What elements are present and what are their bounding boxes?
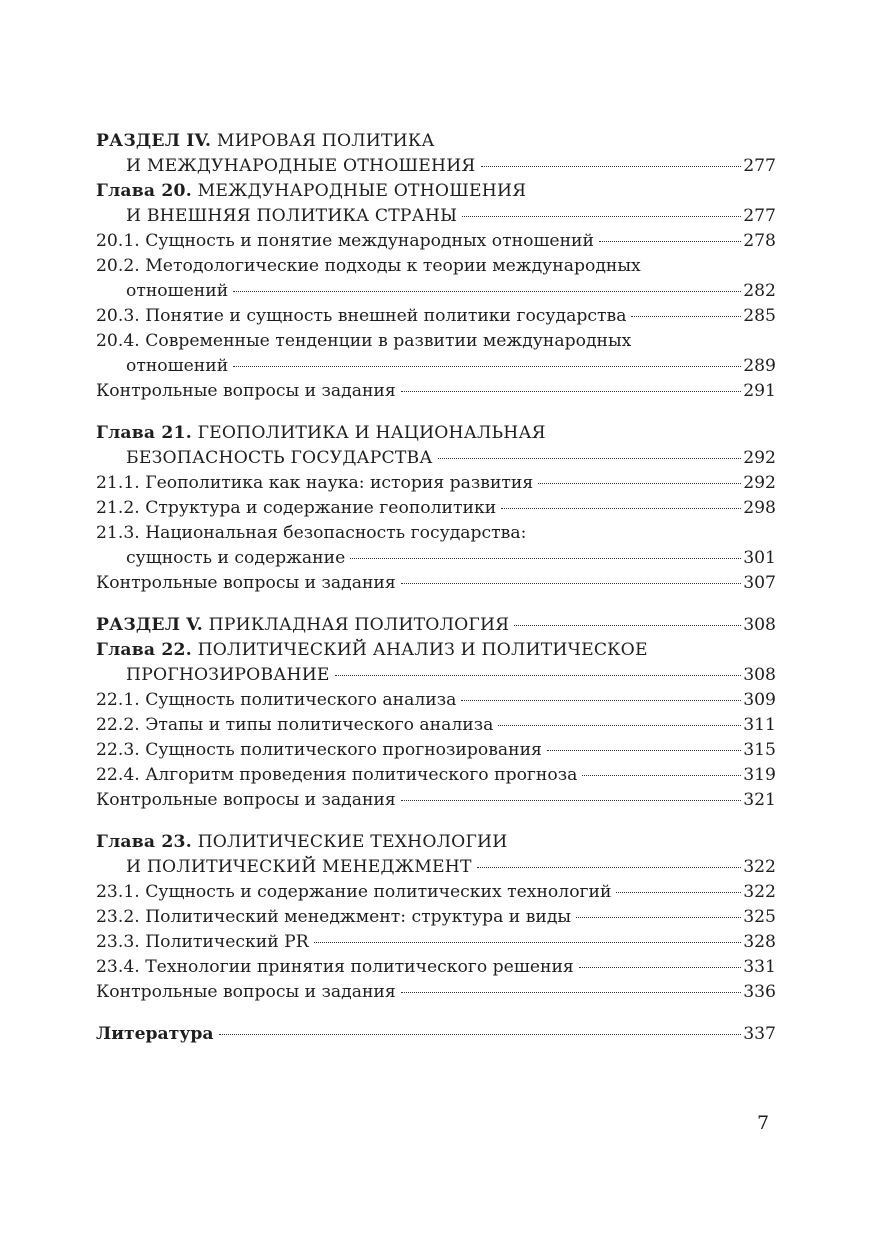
leader-dots (599, 241, 741, 242)
page-ref: 292 (743, 473, 776, 493)
entry-title: Контрольные вопросы и задания (96, 982, 396, 1002)
leader-dots (631, 316, 741, 317)
page-ref: 289 (743, 356, 776, 376)
leader-dots (461, 700, 741, 701)
page-ref: 285 (743, 306, 776, 326)
toc-entry-20-1[interactable] (96, 229, 776, 254)
toc-entry-23-1[interactable] (96, 880, 776, 905)
toc-block-literature (96, 1022, 776, 1047)
leader-dots (233, 291, 741, 292)
leader-dots (501, 508, 741, 509)
chapter-title-line1: ПОЛИТИЧЕСКИЙ АНАЛИЗ И ПОЛИТИЧЕСКОЕ (197, 640, 648, 660)
entry-title: Контрольные вопросы и задания (96, 573, 396, 593)
leader-dots (616, 892, 741, 893)
entry-title: Литература (96, 1024, 214, 1044)
leader-dots (462, 216, 741, 217)
page-ref: 321 (743, 790, 776, 810)
page-ref: 308 (743, 615, 776, 635)
toc-block-section5-ch22 (96, 613, 776, 813)
chapter-title-line1: ГЕОПОЛИТИКА И НАЦИОНАЛЬНАЯ (197, 423, 546, 443)
page-ref: 309 (743, 690, 776, 710)
page-ref: 277 (743, 156, 776, 176)
section-title-line2: И МЕЖДУНАРОДНЫЕ ОТНОШЕНИЯ (126, 156, 476, 176)
page-ref: 336 (743, 982, 776, 1002)
page-number: 7 (757, 1112, 770, 1134)
entry-title: 21.2. Структура и содержание геополитики (96, 498, 497, 518)
section-title-line1: МИРОВАЯ ПОЛИТИКА (216, 131, 435, 151)
leader-dots (219, 1034, 742, 1035)
toc-entry-20-3[interactable] (96, 304, 776, 329)
page-ref: 278 (743, 231, 776, 251)
chapter-title-line1: ПОЛИТИЧЕСКИЕ ТЕХНОЛОГИИ (197, 832, 508, 852)
chapter-label: Глава 20. (96, 181, 192, 201)
page-ref: 282 (743, 281, 776, 301)
entry-title: 22.4. Алгоритм проведения политического прогноза (96, 765, 578, 785)
page-ref: 322 (743, 882, 776, 902)
leader-dots (401, 391, 741, 392)
toc-chapter-23[interactable] (96, 830, 776, 880)
page-ref: 307 (743, 573, 776, 593)
leader-dots (335, 675, 742, 676)
chapter-label: Глава 21. (96, 423, 192, 443)
leader-dots (538, 483, 741, 484)
chapter-label: Глава 22. (96, 640, 192, 660)
leader-dots (576, 917, 741, 918)
toc-entry-21-3[interactable] (96, 521, 776, 571)
toc-entry-literature[interactable] (96, 1022, 776, 1047)
toc-chapter-21[interactable] (96, 421, 776, 471)
toc-entry-23-3[interactable] (96, 930, 776, 955)
leader-dots (514, 625, 741, 626)
entry-title-line2: отношений (126, 281, 229, 301)
toc-block-ch23 (96, 830, 776, 1005)
page-ref: 322 (743, 857, 776, 877)
page-ref: 311 (743, 715, 776, 735)
page-ref: 328 (743, 932, 776, 952)
entry-title: 22.1. Сущность политического анализа (96, 690, 457, 710)
toc-entry-20-questions[interactable] (96, 379, 776, 404)
page-ref: 308 (743, 665, 776, 685)
toc-entry-21-2[interactable] (96, 496, 776, 521)
entry-title-line2: сущность и содержание (126, 548, 346, 568)
section-label: РАЗДЕЛ IV. (96, 131, 212, 151)
entry-title: 21.1. Геополитика как наука: история развития (96, 473, 534, 493)
leader-dots (233, 366, 741, 367)
toc-entry-22-1[interactable] (96, 688, 776, 713)
toc-entry-22-questions[interactable] (96, 788, 776, 813)
entry-title: 20.3. Понятие и сущность внешней политики государства (96, 306, 627, 326)
chapter-label: Глава 23. (96, 832, 192, 852)
page-ref: 291 (743, 381, 776, 401)
toc-chapter-22[interactable] (96, 638, 776, 688)
leader-dots (401, 583, 741, 584)
leader-dots (401, 992, 741, 993)
entry-title: 23.4. Технологии принятия политического решения (96, 957, 574, 977)
leader-dots (350, 558, 741, 559)
chapter-title-line2: И ПОЛИТИЧЕСКИЙ МЕНЕДЖМЕНТ (126, 857, 472, 877)
section-label: РАЗДЕЛ V. (96, 615, 203, 635)
page-ref: 301 (743, 548, 776, 568)
page-ref: 277 (743, 206, 776, 226)
leader-dots (498, 725, 741, 726)
page-ref: 325 (743, 907, 776, 927)
toc-chapter-20[interactable] (96, 179, 776, 229)
toc-block-section4-ch20 (96, 129, 776, 404)
chapter-title-line1: МЕЖДУНАРОДНЫЕ ОТНОШЕНИЯ (197, 181, 527, 201)
entry-title: 20.1. Сущность и понятие международных отношений (96, 231, 594, 251)
chapter-title-line2: БЕЗОПАСНОСТЬ ГОСУДАРСТВА (126, 448, 433, 468)
toc-entry-23-2[interactable] (96, 905, 776, 930)
chapter-title-line2: ПРОГНОЗИРОВАНИЕ (126, 665, 330, 685)
toc-entry-21-1[interactable] (96, 471, 776, 496)
toc-entry-23-4[interactable] (96, 955, 776, 980)
table-of-contents (96, 129, 776, 1064)
toc-entry-22-2[interactable] (96, 713, 776, 738)
leader-dots (582, 775, 741, 776)
entry-title: Контрольные вопросы и задания (96, 381, 396, 401)
chapter-title-line2: И ВНЕШНЯЯ ПОЛИТИКА СТРАНЫ (126, 206, 458, 226)
page-ref: 337 (743, 1024, 776, 1044)
leader-dots (401, 800, 741, 801)
toc-section-v[interactable] (96, 613, 776, 638)
page-ref: 292 (743, 448, 776, 468)
entry-title-line2: отношений (126, 356, 229, 376)
entry-title-line1: 21.3. Национальная безопасность государства: (96, 523, 527, 543)
page-ref: 331 (743, 957, 776, 977)
leader-dots (481, 166, 742, 167)
toc-entry-23-questions[interactable] (96, 980, 776, 1005)
entry-title-line1: 20.2. Методологические подходы к теории международных (96, 256, 641, 276)
toc-block-ch21 (96, 421, 776, 596)
entry-title: 22.2. Этапы и типы политического анализа (96, 715, 494, 735)
entry-title: 23.2. Политический менеджмент: структура и виды (96, 907, 572, 927)
toc-entry-22-4[interactable] (96, 763, 776, 788)
page-ref: 298 (743, 498, 776, 518)
leader-dots (547, 750, 741, 751)
entry-title: 22.3. Сущность политического прогнозирования (96, 740, 542, 760)
page-ref: 319 (743, 765, 776, 785)
entry-title: 23.1. Сущность и содержание политических технологий (96, 882, 612, 902)
leader-dots (579, 967, 741, 968)
entry-title-line1: 20.4. Современные тенденции в развитии международных (96, 331, 632, 351)
toc-entry-20-2[interactable] (96, 254, 776, 304)
toc-entry-20-4[interactable] (96, 329, 776, 379)
page-ref: 315 (743, 740, 776, 760)
leader-dots (314, 942, 742, 943)
entry-title: Контрольные вопросы и задания (96, 790, 396, 810)
entry-title: 23.3. Политический PR (96, 932, 309, 952)
section-title-line1: ПРИКЛАДНАЯ ПОЛИТОЛОГИЯ (208, 615, 510, 635)
leader-dots (477, 867, 742, 868)
toc-entry-22-3[interactable] (96, 738, 776, 763)
toc-section-iv[interactable] (96, 129, 776, 179)
leader-dots (438, 458, 742, 459)
toc-entry-21-questions[interactable] (96, 571, 776, 596)
